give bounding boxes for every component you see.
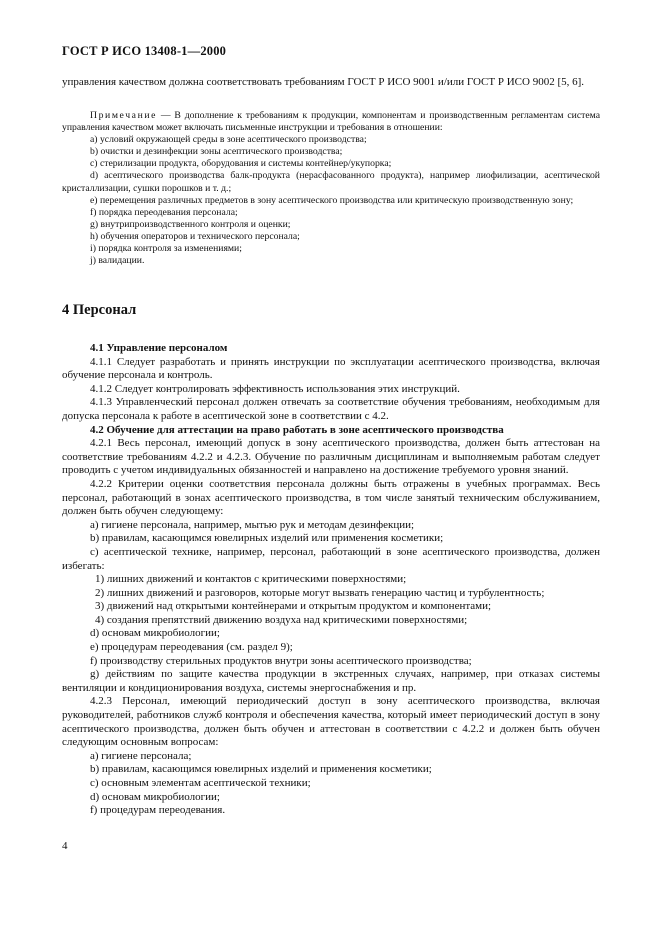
sub-list-item: 2) лишних движений и разговоров, которые могут вызвать генерацию частиц и турбулентность; bbox=[95, 586, 545, 599]
section-4-title: 4 Персонал bbox=[62, 302, 137, 318]
paragraph-4-2-3: 4.2.3 Персонал, имеющий периодический доступ в зону асептического производства, включая руководителей, работников служб контроля и обеспечения качества, который имеет периодический доступ в зону асептического производства, должен быть обучен и аттестован в соответствии с 4.2.2 и должен быть обучен следующим основным вопросам: bbox=[62, 695, 600, 749]
sub-list-item: 4) создания препятствий движению воздуха над критическими поверхностями; bbox=[95, 613, 468, 626]
intro-paragraph bbox=[62, 76, 600, 90]
list-item: a) гигиене персонала; bbox=[90, 749, 192, 762]
page-number: 4 bbox=[62, 840, 68, 852]
sub-list-item: 3) движений над открытыми контейнерами и открытым продуктом и компонентами; bbox=[95, 600, 492, 613]
note-item: g) внутрипроизводственного контроля и оценки; bbox=[90, 218, 291, 230]
note-item: b) очистки и дезинфекции зоны асептического производства; bbox=[90, 146, 343, 158]
list-item: e) процедурам переодевания (см. раздел 9); bbox=[90, 641, 293, 654]
paragraph-4-1-1: 4.1.1 Следует разработать и принять инструкции по эксплуатации асептического производства, включая обучение персонала и контроль. bbox=[62, 355, 600, 382]
paragraph-4-2-2: 4.2.2 Критерии оценки соответствия персонала должны быть отражены в учебных программах. Весь персонал, работающий в зонах асептического производства, в том числе занятый техническим обслуживанием, должен быть обучен следующему: bbox=[62, 477, 600, 518]
list-item: d) основам микробиологии; bbox=[90, 790, 220, 803]
note-item: d) асептического производства балк-продукта (нерасфасованного продукта), например лиофилизации, асептической кристаллизации, сушки порошков и т. д.; bbox=[62, 170, 600, 194]
subsection-4-2-title: 4.2 Обучение для аттестации на право работать в зоне асептического производства bbox=[90, 423, 504, 436]
section-4-body bbox=[62, 342, 600, 818]
list-item: a) гигиене персонала, например, мытью рук и методам дезинфекции; bbox=[90, 518, 415, 531]
note-label: Примечание bbox=[90, 110, 158, 121]
list-item: c) асептической технике, например, персонал, работающий в зоне асептического производства, должен избегать: bbox=[62, 545, 600, 572]
paragraph-4-1-3: 4.1.3 Управленческий персонал должен отвечать за соответствие обучения требованиям, необходимым для допуска персонала к работе в асептической зоне в соответствии с 4.2. bbox=[62, 396, 600, 422]
list-item: b) правилам, касающимся ювелирных изделий и применения косметики; bbox=[90, 763, 432, 776]
intro-text: управления качеством должна соответствовать требованиям ГОСТ Р ИСО 9001 и/или ГОСТ Р ИСО 9002 [5, 6]. bbox=[62, 76, 585, 88]
document-page bbox=[62, 0, 600, 936]
note-text: — В дополнение к требованиям к продукции, компонентам и производственным регламентам система управления качеством может включать письменные инструкции и требования в отношении: bbox=[62, 110, 601, 134]
note-item: j) валидации. bbox=[90, 255, 145, 267]
note-block bbox=[62, 110, 600, 267]
note-paragraph bbox=[62, 110, 600, 134]
list-item: f) процедурам переодевания. bbox=[90, 804, 226, 817]
note-item: f) порядка переодевания персонала; bbox=[90, 206, 238, 218]
list-item: f) производству стерильных продуктов внутри зоны асептического производства; bbox=[90, 654, 472, 667]
note-item: c) стерилизации продукта, оборудования и системы контейнер/укупорка; bbox=[90, 158, 392, 170]
note-item: h) обучения операторов и технического персонала; bbox=[90, 230, 300, 242]
paragraph-4-2-1: 4.2.1 Весь персонал, имеющий допуск в зону асептического производства, должен быть аттестован на соответствие требованиям 4.2.2 и 4.2.3. Обучение по различным дисциплинам и выполняемым работам следует проводить с учетом индивидуальных обязанностей и направлено на достижение требуемого уровня знаний. bbox=[62, 437, 600, 477]
document-header: ГОСТ Р ИСО 13408-1—2000 bbox=[62, 44, 227, 58]
sub-list-item: 1) лишних движений и контактов с критическими поверхностями; bbox=[95, 573, 407, 586]
note-item: e) перемещения различных предметов в зону асептического производства или критическую производственную зону; bbox=[90, 194, 574, 206]
note-item: a) условий окружающей среды в зоне асептического производства; bbox=[90, 134, 367, 146]
list-item: b) правилам, касающимся ювелирных изделий или применения косметики; bbox=[90, 532, 444, 545]
list-item: g) действиям по защите качества продукции в экстренных случаях, например, при отказах системы вентиляции и кондиционирования воздуха, системы энергоснабжения и пр. bbox=[62, 668, 600, 694]
list-item: c) основным элементам асептической техники; bbox=[90, 777, 311, 789]
list-item: d) основам микробиологии; bbox=[90, 627, 220, 640]
subsection-4-1-title: 4.1 Управление персоналом bbox=[90, 342, 228, 354]
note-item: i) порядка контроля за изменениями; bbox=[90, 243, 242, 255]
paragraph-4-1-2: 4.1.2 Следует контролировать эффективность использования этих инструкций. bbox=[90, 382, 460, 395]
